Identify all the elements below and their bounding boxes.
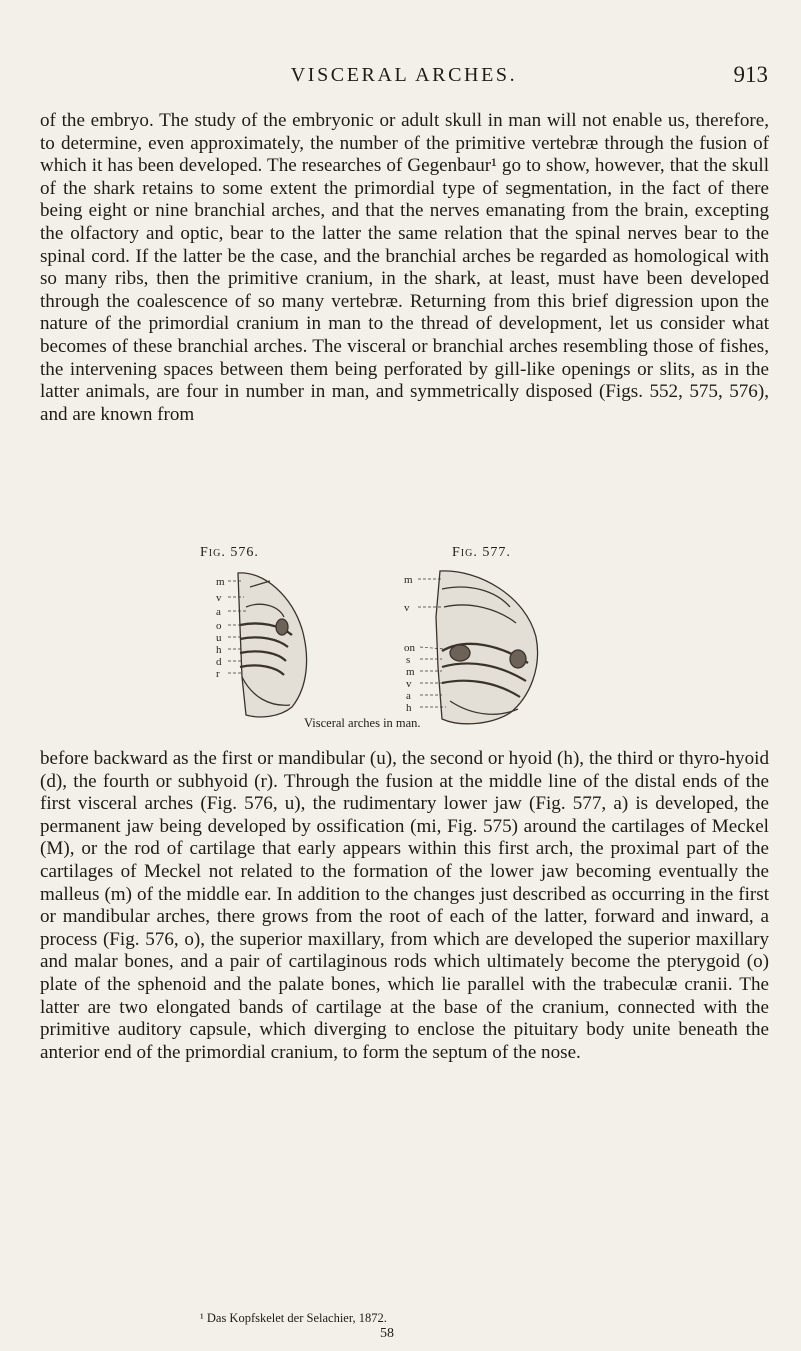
fig-576-caption: Fig. 576. [200,545,259,560]
running-title: VISCERAL ARCHES. [290,64,518,86]
fig-577-drawing [436,571,538,724]
fig-577-label-v: v [404,602,410,614]
running-head [40,64,768,94]
figure-legend: Visceral arches in man. [304,716,421,730]
fig-576-label-v: v [216,592,222,604]
fig-576-drawing [238,573,307,717]
fig-577-labels [404,574,416,714]
fig-577-label-on: on [404,642,415,654]
fig-577-label-m2: m [406,666,415,678]
paragraph-2: before backward as the first or mandibular (u), the second or hyoid (h), the third or thyro-hyoid (d), the fourth or subhyoid (r). Through the fusion at the middle line of the distal ends of the first visceral arches (Fig. 576, u), the rudimentary lower jaw (Fig. 577, a) is developed, the permanent jaw being developed by ossification (mi, Fig. 575) around the cartilages of Meckel (M), or the rod of cartilage that early appears within this first arch, the proximal part of the cartilages of Meckel not related to the formation of the lower jaw becoming eventually the malleus (m) of the middle ear. In addition to the changes just described as occurring in the first or mandibular arches, there grows from the root of each of the latter, forward and inward, a process (Fig. 576, o), the superior maxillary, from which are developed the superior maxillary and malar bones, and a pair of cartilaginous rods which ultimately become the pterygoid (o) plate of the sphenoid and the palate bones, which lie parallel with the trabeculæ cranii. The latter are two elongated bands of cartilage at the base of the cranium, connected with the primitive auditory capsule, which diverging to enclose the pituitary body unite beneath the anterior end of the primordial cranium, to form the septum of the nose. [40,748,769,1063]
fig-577-label-h: h [406,702,412,714]
fig-576-label-d: d [216,656,222,668]
fig-576-label-h: h [216,644,222,656]
figure-block [180,545,600,745]
fig-576-label-m: m [216,576,225,588]
sheet-number: 58 [380,1326,394,1341]
fig-577-label-s: s [406,654,411,666]
fig-576-label-u: u [216,632,222,644]
paragraph-1: of the embryo. The study of the embryonic or adult skull in man will not enable us, therefore, to determine, even approximately, the number of the primitive vertebræ through the fusion of which it has been developed. The researches of Gegenbaur¹ go to show, however, that the skull of the shark retains to some extent the primordial type of segmentation, in the fact of there being eight or nine branchial arches, and that the nerves emanating from the brain, excepting the olfactory and optic, bear to the latter the same relation that the spinal nerves bear to the spinal cord. If the latter be the case, and the branchial arches be regarded as homological with so many ribs, then the primitive cranium, in the shark, at least, must have been developed through the coalescence of so many vertebræ. Returning from this brief digression upon the nature of the primordial cranium in man to the thread of development, let us consider what becomes of these branchial arches. The visceral or branchial arches resembling those of fishes, the intervening spaces between them being perforated by gill-like openings or slits, as in the latter animals, are four in number in man, and symmetrically disposed (Figs. 552, 575, 576), and are known from [40,110,769,425]
fig-576-label-o: o [216,620,222,632]
fig-577-label-a: a [406,690,411,702]
fig-576-label-r: r [216,668,220,680]
fig-576-label-a: a [216,606,221,618]
fig-576-labels [216,576,225,680]
fig-577-caption: Fig. 577. [452,545,511,560]
page-number: 913 [733,62,768,87]
fig-577-label-v2: v [406,678,412,690]
visceral-arches-illustration [180,567,600,735]
footnote: ¹ Das Kopfskelet der Selachier, 1872. [200,1311,387,1325]
fig-577-label-m: m [404,574,413,586]
